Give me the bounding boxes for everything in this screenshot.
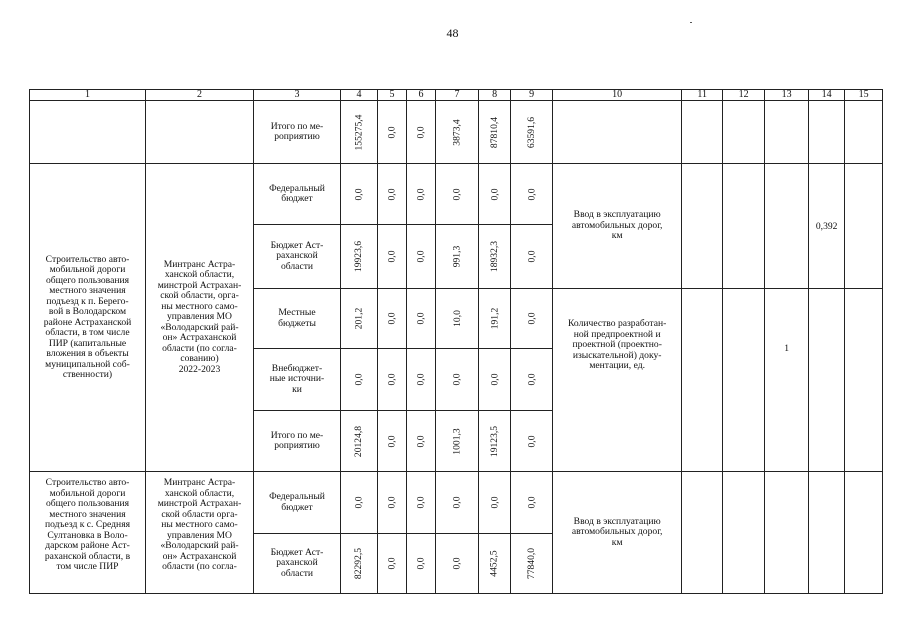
source-label: Внебюджет- ные источни- ки — [254, 349, 341, 411]
value-cell: 991,3 — [435, 225, 478, 289]
value-cell: 63591,6 — [511, 101, 553, 164]
value-cell: 0,0 — [435, 472, 478, 534]
empty-cell — [682, 289, 723, 472]
value-cell: 0,0 — [377, 164, 406, 225]
value-cell: 0,0 — [377, 225, 406, 289]
col-num: 13 — [765, 90, 809, 101]
empty-cell — [682, 472, 723, 594]
value-cell: 0,0 — [435, 164, 478, 225]
value-cell: 0,0 — [377, 349, 406, 411]
empty-cell — [845, 289, 883, 472]
value-cell: 0,0 — [406, 101, 435, 164]
indicator-cell: Количество разработан- ной предпроектной и проектной (проектно- изыскательной) доку- ментации, ед. — [553, 289, 682, 472]
value-cell: 18932,3 — [478, 225, 510, 289]
value-cell: 0,0 — [406, 349, 435, 411]
empty-cell — [682, 164, 723, 289]
value-cell: 0,0 — [406, 411, 435, 472]
value-cell: 0,0 — [478, 164, 510, 225]
value-cell: 0,0 — [377, 101, 406, 164]
source-label: Местные бюджеты — [254, 289, 341, 349]
value-cell: 0,0 — [511, 472, 553, 534]
target-value-cell: 0,392 — [809, 164, 845, 289]
col-num: 5 — [377, 90, 406, 101]
empty-cell — [845, 472, 883, 594]
col-num: 9 — [511, 90, 553, 101]
empty-cell — [809, 472, 845, 594]
table-row — [30, 164, 883, 225]
empty-cell — [682, 101, 723, 164]
value-cell: 0,0 — [406, 164, 435, 225]
empty-cell — [845, 101, 883, 164]
value-cell: 87810,4 — [478, 101, 510, 164]
value-cell: 0,0 — [478, 472, 510, 534]
empty-cell — [765, 164, 809, 289]
empty-cell — [723, 164, 765, 289]
value-cell: 155275,4 — [341, 101, 378, 164]
source-label: Федеральный бюджет — [254, 164, 341, 225]
col-num: 2 — [146, 90, 254, 101]
value-cell: 191,2 — [478, 289, 510, 349]
value-cell: 4452,5 — [478, 534, 510, 594]
value-cell: 0,0 — [341, 164, 378, 225]
value-cell: 0,0 — [435, 349, 478, 411]
col-num: 7 — [435, 90, 478, 101]
col-num: 11 — [682, 90, 723, 101]
col-num: 4 — [341, 90, 378, 101]
value-cell: 10,0 — [435, 289, 478, 349]
value-cell: 0,0 — [377, 472, 406, 534]
value-cell: 0,0 — [406, 472, 435, 534]
value-cell: 0,0 — [511, 349, 553, 411]
value-cell: 0,0 — [406, 534, 435, 594]
executor-cell: Минтранс Астра- ханской области, минстрой Астрахан- ской области орга- ны местного само- управления МО «Володарский рай- он» Астраханской области (по согла- — [146, 472, 254, 594]
executor-cell: Минтранс Астра- ханской области, минстрой Астрахан- ской области, орга- ны местного само- управления МО «Володарский рай- он» Астраханской области (по согла- сованию) 2022-2023 — [146, 164, 254, 472]
scan-speck — [690, 22, 692, 23]
value-cell: 82292,5 — [341, 534, 378, 594]
value-cell: 201,2 — [341, 289, 378, 349]
value-cell: 20124,8 — [341, 411, 378, 472]
column-number-row — [30, 90, 883, 101]
value-cell: 0,0 — [435, 534, 478, 594]
empty-cell — [845, 164, 883, 289]
value-cell: 3873,4 — [435, 101, 478, 164]
value-cell: 0,0 — [341, 472, 378, 534]
value-cell: 0,0 — [511, 164, 553, 225]
value-cell: 0,0 — [377, 534, 406, 594]
empty-cell — [723, 101, 765, 164]
table-row — [30, 101, 883, 164]
indicator-cell: Ввод в эксплуатацию автомобильных дорог, км — [553, 472, 682, 594]
col-num: 6 — [406, 90, 435, 101]
source-label: Бюджет Аст- раханской области — [254, 534, 341, 594]
executor-cell — [146, 101, 254, 164]
table-row — [30, 472, 883, 534]
value-cell: 0,0 — [511, 289, 553, 349]
source-label: Федеральный бюджет — [254, 472, 341, 534]
object-cell — [30, 101, 146, 164]
value-cell: 0,0 — [377, 289, 406, 349]
object-cell: Строительство авто- мобильной дороги общего пользования местного значения подъезд к п. Берего- вой в Володарском районе Астраханской области, в том числе ПИР (капитальные вложения в объекты муниципальной соб- ственности) — [30, 164, 146, 472]
value-cell: 0,0 — [406, 225, 435, 289]
source-label: Итого по ме- роприятию — [254, 411, 341, 472]
value-cell: 0,0 — [377, 411, 406, 472]
value-cell: 0,0 — [511, 411, 553, 472]
col-num: 3 — [254, 90, 341, 101]
empty-cell — [809, 289, 845, 472]
object-cell: Строительство авто- мобильной дороги общего пользования местного значения подъезд к с. Средняя Султановка в Воло- дарском районе Аст- раханской области, в том числе ПИР — [30, 472, 146, 594]
value-cell: 1001,3 — [435, 411, 478, 472]
col-num: 12 — [723, 90, 765, 101]
empty-cell — [765, 472, 809, 594]
indicator-cell — [553, 101, 682, 164]
value-cell: 0,0 — [478, 349, 510, 411]
col-num: 15 — [845, 90, 883, 101]
program-table — [29, 89, 883, 594]
page-number: 48 — [446, 26, 459, 40]
col-num: 1 — [30, 90, 146, 101]
source-label: Итого по ме- роприятию — [254, 101, 341, 164]
empty-cell — [809, 101, 845, 164]
value-cell: 0,0 — [406, 289, 435, 349]
col-num: 8 — [478, 90, 510, 101]
empty-cell — [765, 101, 809, 164]
empty-cell — [723, 472, 765, 594]
value-cell: 19123,5 — [478, 411, 510, 472]
col-num: 14 — [809, 90, 845, 101]
col-num: 10 — [553, 90, 682, 101]
source-label: Бюджет Аст- раханской области — [254, 225, 341, 289]
indicator-cell: Ввод в эксплуатацию автомобильных дорог, км — [553, 164, 682, 289]
value-cell: 0,0 — [511, 225, 553, 289]
value-cell: 19923,6 — [341, 225, 378, 289]
value-cell: 77840,0 — [511, 534, 553, 594]
value-cell: 0,0 — [341, 349, 378, 411]
target-value-cell: 1 — [765, 289, 809, 472]
empty-cell — [723, 289, 765, 472]
